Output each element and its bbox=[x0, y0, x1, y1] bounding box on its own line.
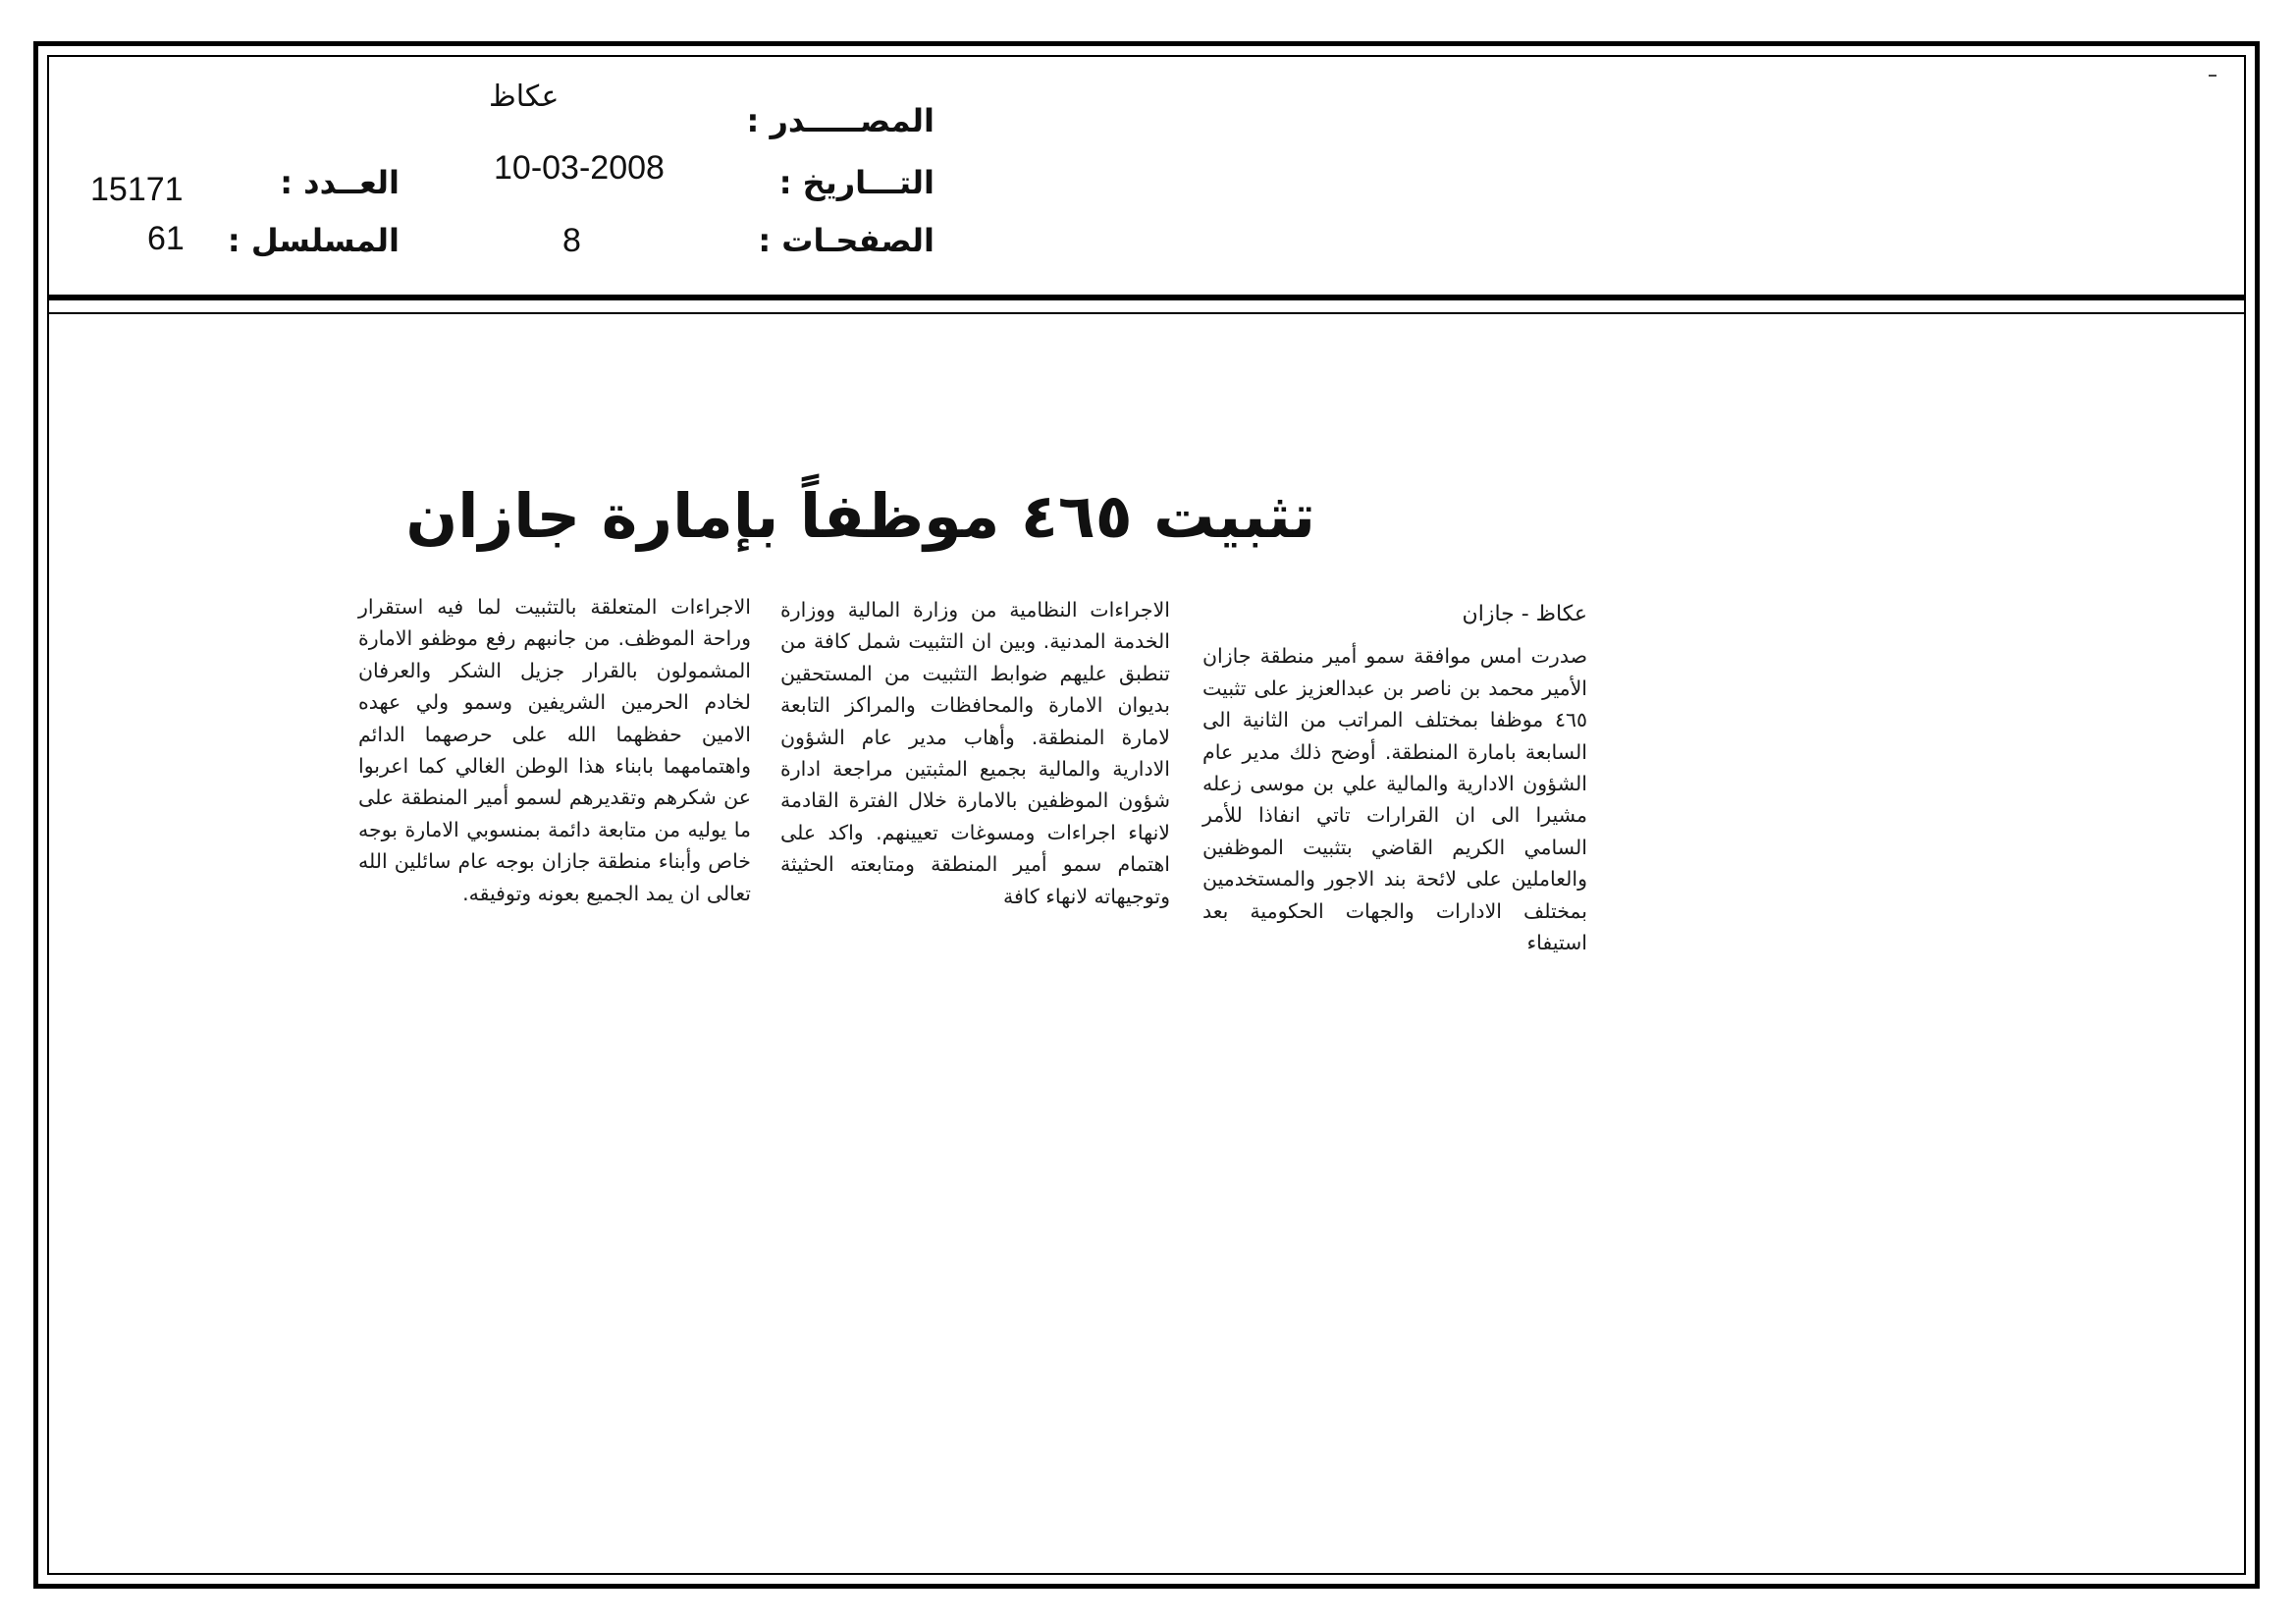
column-1-text: صدرت امس موافقة سمو أمير منطقة جازان الأمير محمد بن ناصر بن عبدالعزيز على تثبيت ٤٦٥ موظفا بمختلف المراتب من الثانية الى السابعة بامارة المنطقة. أوضح ذلك مدير عام الشؤون الادارية والمالية علي بن موسى زعله مشيرا الى ان القرارات تاتي انفاذا للأمر السامي الكريم القاضي بتثبيت الموظفين والعاملين على لائحة بند الاجور والمستخدمين بمختلف الادارات والجهات الحكومية بعد استيفاء bbox=[1202, 644, 1587, 955]
pages-value: 8 bbox=[562, 222, 581, 259]
header-divider-thick bbox=[47, 295, 2246, 300]
header-divider-thin bbox=[47, 312, 2246, 314]
date-value: 10-03-2008 bbox=[494, 149, 665, 187]
article-column-2 bbox=[780, 594, 1170, 912]
date-label: التـــاريخ : bbox=[778, 164, 934, 201]
dateline: عكاظ - جازان bbox=[1462, 602, 1587, 626]
issue-value: 15171 bbox=[90, 171, 184, 208]
column-3-text: الاجراءات المتعلقة بالتثبيت لما فيه استقرار وراحة الموظف. من جانبهم رفع موظفو الامارة المشمولون بالقرار جزيل الشكر والعرفان لخادم الحرمين الشريفين وسمو ولي عهده الامين حفظهما الله على حرصهما الدائم واهتمامهما بابناء هذا الوطن الغالي كما اعربوا عن شكرهم وتقديرهم لسمو أمير المنطقة على ما يوليه من متابعة دائمة بمنسوبي الامارة بوجه خاص وأبناء منطقة جازان بوجه عام سائلين الله تعالى ان يمد الجميع بعونه وتوفيقه. bbox=[358, 595, 751, 905]
article-column-1 bbox=[1202, 599, 1587, 958]
pages-label: الصفحـات : bbox=[758, 222, 934, 259]
serial-value: 61 bbox=[147, 220, 185, 257]
column-2-text: الاجراءات النظامية من وزارة المالية ووزارة الخدمة المدنية. وبين ان التثبيت شمل كافة من تنطبق عليهم ضوابط التثبيت من المستحقين بديوان الامارة والمحافظات والمراكز التابعة لامارة المنطقة. وأهاب مدير عام الشؤون الادارية والمالية بجميع المثبتين مراجعة ادارة شؤون الموظفين بالامارة خلال الفترة القادمة لانهاء اجراءات ومسوغات تعيينهم. واكد على اهتمام سمو أمير المنطقة ومتابعته الحثيثة وتوجيهاته لانهاء كافة bbox=[780, 598, 1170, 908]
article-column-3 bbox=[358, 591, 751, 909]
source-value: عكاظ bbox=[489, 80, 560, 114]
source-label: المصـــــدر : bbox=[746, 102, 934, 139]
serial-label: المسلسل : bbox=[227, 222, 400, 259]
corner-mark bbox=[2209, 75, 2216, 77]
headline: تثبيت ٤٦٥ موظفاً بإمارة جازان bbox=[405, 480, 1315, 552]
issue-label: العــدد : bbox=[280, 164, 400, 201]
